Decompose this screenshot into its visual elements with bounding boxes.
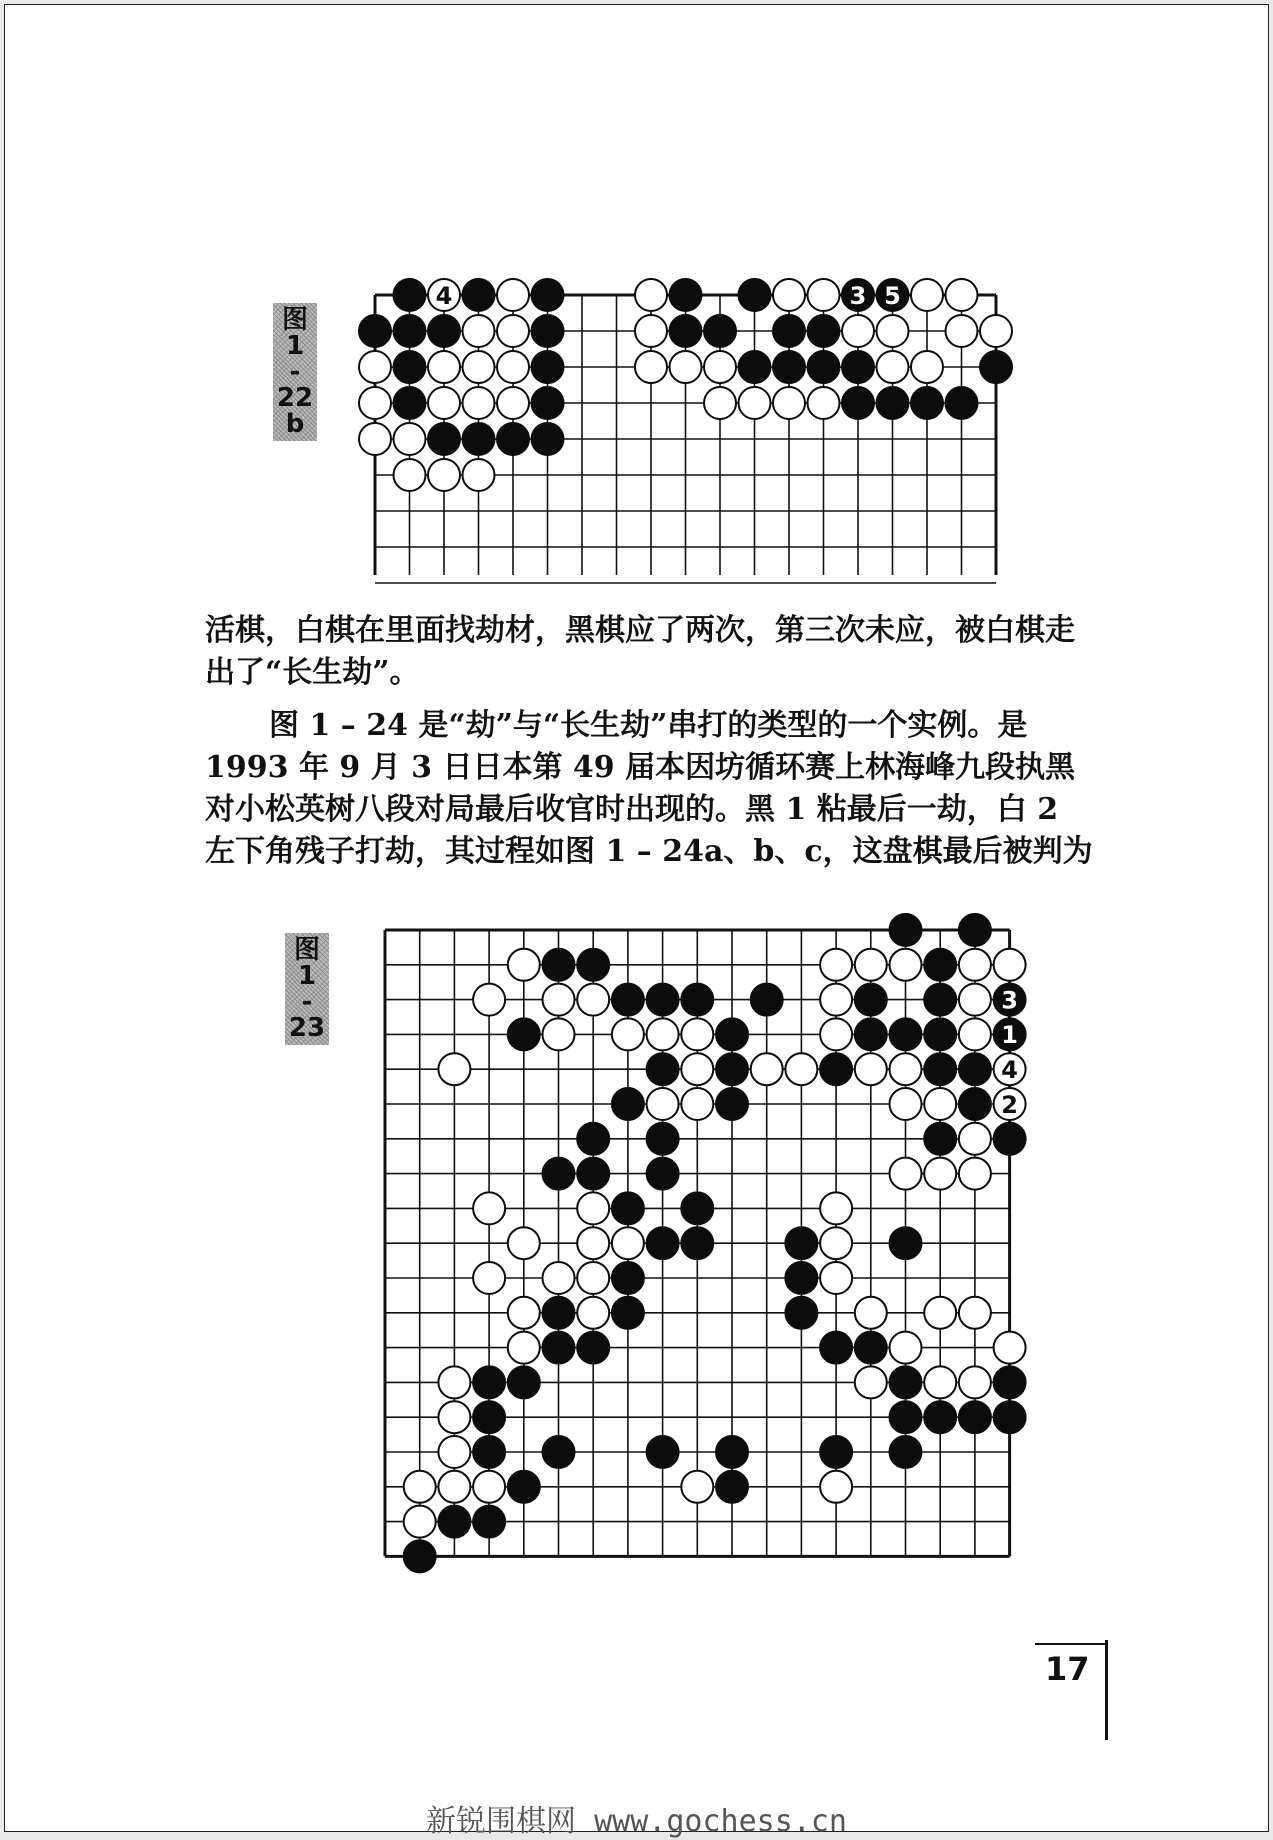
white-stone — [959, 949, 991, 981]
white-stone — [508, 1297, 540, 1329]
black-stone — [739, 351, 771, 383]
white-stone — [924, 1158, 956, 1190]
black-stone — [508, 1366, 540, 1398]
black-stone — [890, 1401, 922, 1433]
stone-move-number: 3 — [1001, 986, 1018, 1015]
black-stone — [612, 1088, 644, 1120]
white-stone — [820, 949, 852, 981]
white-stone — [543, 1018, 575, 1050]
white-stone — [877, 351, 909, 383]
black-stone — [647, 1158, 679, 1190]
white-stone — [647, 1088, 679, 1120]
white-stone — [647, 1018, 679, 1050]
white-stone — [508, 949, 540, 981]
black-stone — [394, 351, 426, 383]
watermark: 新锐围棋网 www.gochess.cn — [426, 1804, 847, 1839]
white-stone — [508, 1332, 540, 1364]
white-stone — [577, 984, 609, 1016]
black-stone — [532, 423, 564, 455]
white-stone — [959, 1123, 991, 1155]
black-stone — [716, 1471, 748, 1503]
black-stone — [577, 949, 609, 981]
white-stone — [808, 387, 840, 419]
white-stone — [635, 315, 667, 347]
white-stone — [497, 351, 529, 383]
white-stone — [924, 1366, 956, 1398]
figure-label-line: - — [301, 987, 313, 1017]
figure-label-line: 23 — [288, 1013, 326, 1043]
white-stone — [773, 387, 805, 419]
white-stone — [842, 315, 874, 347]
black-stone — [532, 387, 564, 419]
black-stone — [890, 914, 922, 946]
white-stone — [359, 387, 391, 419]
stone-move-number: 4 — [435, 281, 453, 310]
black-stone — [543, 1436, 575, 1468]
black-stone — [543, 1297, 575, 1329]
black-stone — [612, 1297, 644, 1329]
black-stone — [946, 387, 978, 419]
white-stone — [820, 1262, 852, 1294]
white-stone — [946, 279, 978, 311]
black-stone — [959, 1401, 991, 1433]
white-stone — [681, 1053, 713, 1085]
stone-move-number: 2 — [1001, 1090, 1018, 1119]
black-stone — [463, 423, 495, 455]
black-stone — [577, 1158, 609, 1190]
white-stone — [404, 1471, 436, 1503]
black-stone — [473, 1506, 505, 1538]
black-stone — [808, 315, 840, 347]
white-stone — [820, 984, 852, 1016]
white-stone — [463, 351, 495, 383]
figure-label-line: - — [289, 357, 301, 387]
white-stone — [473, 1262, 505, 1294]
white-stone — [438, 1366, 470, 1398]
black-stone — [704, 315, 736, 347]
black-stone — [543, 949, 575, 981]
white-stone — [820, 1192, 852, 1224]
black-stone — [820, 1053, 852, 1085]
white-stone — [924, 1297, 956, 1329]
white-stone — [855, 1297, 887, 1329]
black-stone — [994, 1401, 1026, 1433]
white-stone — [773, 279, 805, 311]
black-stone — [359, 315, 391, 347]
paragraph-line: 图 1 – 24 是“劫”与“长生劫”串打的类型的一个实例。是 — [269, 708, 1028, 743]
white-stone — [785, 1053, 817, 1085]
black-stone — [842, 387, 874, 419]
black-stone — [877, 387, 909, 419]
white-stone — [577, 1262, 609, 1294]
black-stone — [773, 351, 805, 383]
black-stone — [394, 315, 426, 347]
black-stone — [473, 1366, 505, 1398]
black-stone — [785, 1227, 817, 1259]
black-stone — [463, 279, 495, 311]
figure-label-line: 22 — [276, 383, 314, 413]
white-stone — [612, 1227, 644, 1259]
figure-label-line: 1 — [285, 331, 305, 361]
white-stone — [359, 351, 391, 383]
white-stone — [473, 984, 505, 1016]
white-stone — [959, 1366, 991, 1398]
black-stone — [820, 1332, 852, 1364]
white-stone — [577, 1297, 609, 1329]
black-stone — [670, 315, 702, 347]
black-stone — [890, 1227, 922, 1259]
black-stone — [394, 387, 426, 419]
white-stone — [463, 387, 495, 419]
white-stone — [739, 387, 771, 419]
white-stone — [438, 1053, 470, 1085]
black-stone — [428, 423, 460, 455]
white-stone — [959, 1297, 991, 1329]
black-stone — [532, 351, 564, 383]
black-stone — [959, 1053, 991, 1085]
black-stone — [924, 1123, 956, 1155]
black-stone — [739, 279, 771, 311]
white-stone — [855, 1366, 887, 1398]
white-stone — [508, 1227, 540, 1259]
black-stone — [612, 984, 644, 1016]
white-stone — [577, 1227, 609, 1259]
body-text-main — [205, 705, 1105, 873]
black-stone — [924, 1018, 956, 1050]
black-stone — [716, 1436, 748, 1468]
black-stone — [716, 1053, 748, 1085]
white-stone — [577, 1192, 609, 1224]
stone-move-number: 5 — [884, 281, 901, 310]
black-stone — [773, 315, 805, 347]
black-stone — [428, 315, 460, 347]
black-stone — [543, 1332, 575, 1364]
white-stone — [428, 387, 460, 419]
paragraph-line: 出了“长生劫”。 — [205, 655, 420, 690]
white-stone — [359, 423, 391, 455]
white-stone — [980, 315, 1012, 347]
black-stone — [543, 1158, 575, 1190]
white-stone — [959, 1158, 991, 1190]
figure-label-line: b — [285, 409, 305, 439]
white-stone — [855, 1053, 887, 1085]
white-stone — [394, 459, 426, 491]
white-stone — [428, 459, 460, 491]
stone-move-number: 3 — [849, 281, 867, 310]
black-stone — [532, 279, 564, 311]
white-stone — [681, 1088, 713, 1120]
white-stone — [877, 315, 909, 347]
black-stone — [577, 1332, 609, 1364]
go-board-diagram-bottom — [365, 910, 1045, 1590]
white-stone — [890, 949, 922, 981]
white-stone — [704, 387, 736, 419]
black-stone — [994, 1366, 1026, 1398]
black-stone — [959, 914, 991, 946]
white-stone — [635, 351, 667, 383]
white-stone — [543, 984, 575, 1016]
paragraph-line: 活棋，白棋在里面找劫材，黑棋应了两次，第三次未应，被白棋走 — [205, 613, 1075, 648]
white-stone — [959, 1018, 991, 1050]
white-stone — [438, 1401, 470, 1433]
black-stone — [924, 984, 956, 1016]
black-stone — [855, 1018, 887, 1050]
white-stone — [994, 949, 1026, 981]
body-text-top — [205, 610, 1105, 694]
black-stone — [647, 1123, 679, 1155]
figure-label-1-23 — [285, 933, 329, 1045]
white-stone — [911, 351, 943, 383]
white-stone — [473, 1192, 505, 1224]
page-number: 17 — [1045, 1650, 1090, 1688]
go-board-diagram-top — [365, 273, 1045, 573]
black-stone — [924, 949, 956, 981]
paragraph-line: 1993 年 9 月 3 日日本第 49 届本因坊循环赛上林海峰九段执黑 — [205, 750, 1076, 785]
figure-label-line: 图 — [281, 305, 308, 335]
white-stone — [404, 1506, 436, 1538]
black-stone — [612, 1192, 644, 1224]
black-stone — [785, 1262, 817, 1294]
white-stone — [681, 1471, 713, 1503]
white-stone — [497, 315, 529, 347]
black-stone — [577, 1123, 609, 1155]
white-stone — [911, 279, 943, 311]
black-stone — [716, 1088, 748, 1120]
black-stone — [497, 423, 529, 455]
black-stone — [924, 1053, 956, 1085]
page-number-rule — [1035, 1643, 1107, 1645]
figure-label-1-22b — [273, 303, 317, 441]
white-stone — [890, 1053, 922, 1085]
paragraph-line: 左下角残子打劫，其过程如图 1 – 24a、b、c，这盘棋最后被判为 — [205, 834, 1093, 869]
black-stone — [890, 1018, 922, 1050]
black-stone — [647, 1227, 679, 1259]
white-stone — [543, 1262, 575, 1294]
white-stone — [635, 279, 667, 311]
black-stone — [820, 1436, 852, 1468]
white-stone — [612, 1018, 644, 1050]
black-stone — [994, 1123, 1026, 1155]
white-stone — [394, 423, 426, 455]
black-stone — [924, 1401, 956, 1433]
black-stone — [681, 984, 713, 1016]
black-stone — [404, 1540, 436, 1572]
white-stone — [820, 1018, 852, 1050]
white-stone — [855, 949, 887, 981]
white-stone — [438, 1471, 470, 1503]
white-stone — [704, 351, 736, 383]
white-stone — [946, 315, 978, 347]
white-stone — [670, 351, 702, 383]
white-stone — [473, 1471, 505, 1503]
white-stone — [890, 1158, 922, 1190]
white-stone — [751, 1053, 783, 1085]
black-stone — [681, 1192, 713, 1224]
figure-label-line: 1 — [297, 961, 317, 991]
black-stone — [890, 1436, 922, 1468]
black-stone — [647, 984, 679, 1016]
white-stone — [890, 1088, 922, 1120]
white-stone — [438, 1436, 470, 1468]
black-stone — [785, 1297, 817, 1329]
black-stone — [959, 1088, 991, 1120]
black-stone — [473, 1401, 505, 1433]
black-stone — [808, 351, 840, 383]
white-stone — [959, 984, 991, 1016]
figure-label-line: 图 — [293, 935, 320, 965]
black-stone — [473, 1436, 505, 1468]
white-stone — [820, 1227, 852, 1259]
white-stone — [497, 387, 529, 419]
black-stone — [612, 1262, 644, 1294]
white-stone — [681, 1018, 713, 1050]
white-stone — [463, 315, 495, 347]
black-stone — [681, 1227, 713, 1259]
black-stone — [980, 351, 1012, 383]
black-stone — [751, 984, 783, 1016]
black-stone — [532, 315, 564, 347]
page-margin-rule — [1105, 1640, 1108, 1740]
white-stone — [808, 279, 840, 311]
white-stone — [463, 459, 495, 491]
black-stone — [911, 387, 943, 419]
white-stone — [497, 279, 529, 311]
black-stone — [508, 1018, 540, 1050]
stone-move-number: 4 — [1001, 1056, 1018, 1084]
black-stone — [394, 279, 426, 311]
black-stone — [890, 1366, 922, 1398]
white-stone — [820, 1471, 852, 1503]
white-stone — [924, 1088, 956, 1120]
black-stone — [716, 1018, 748, 1050]
stone-move-number: 1 — [1001, 1021, 1018, 1050]
white-stone — [428, 351, 460, 383]
book-page — [4, 4, 1269, 1832]
black-stone — [855, 1332, 887, 1364]
black-stone — [855, 984, 887, 1016]
white-stone — [994, 1332, 1026, 1364]
black-stone — [438, 1506, 470, 1538]
white-stone — [890, 1332, 922, 1364]
black-stone — [842, 351, 874, 383]
black-stone — [647, 1436, 679, 1468]
black-stone — [647, 1053, 679, 1085]
black-stone — [670, 279, 702, 311]
paragraph-line: 对小松英树八段对局最后收官时出现的。黑 1 粘最后一劫，白 2 — [205, 792, 1059, 827]
black-stone — [508, 1471, 540, 1503]
